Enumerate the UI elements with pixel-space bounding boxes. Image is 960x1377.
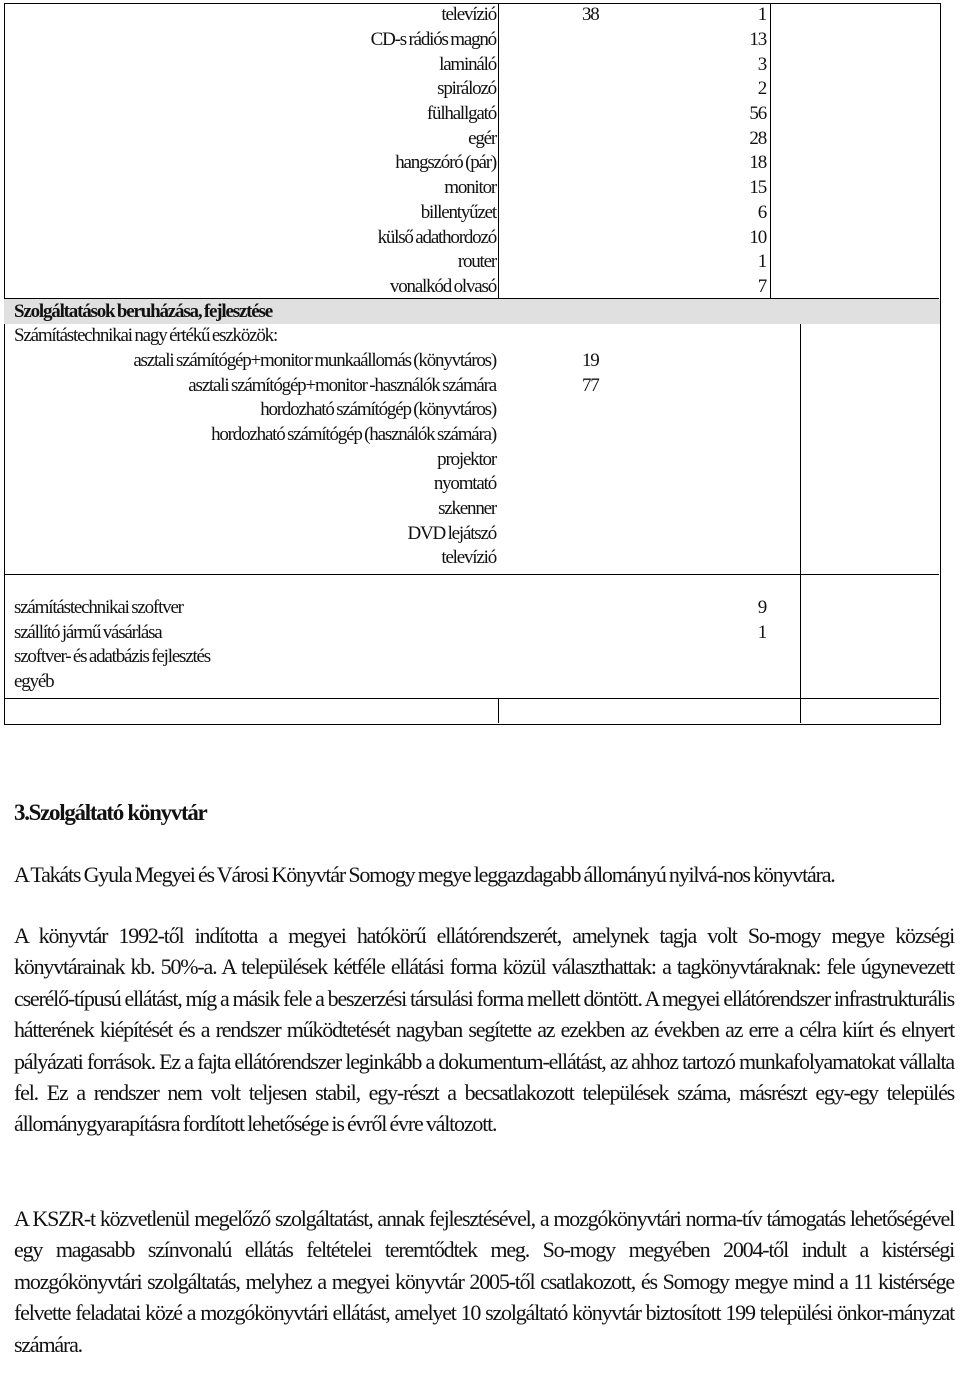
table-row [4, 250, 940, 275]
value-cell [500, 126, 610, 151]
value-cell [610, 447, 770, 472]
empty-cell [770, 447, 940, 472]
empty-cell [770, 521, 940, 546]
empty-cell [770, 423, 940, 448]
value-cell [610, 472, 770, 497]
empty-cell [770, 645, 940, 670]
empty-cell [770, 275, 940, 300]
item-label: projektor [437, 448, 496, 470]
value-cell [610, 670, 770, 695]
value-cell [500, 521, 610, 546]
section-header: Szolgáltatások beruházása, fejlesztése [4, 299, 770, 324]
empty-cell [770, 77, 940, 102]
item-label: hordozható számítógép (könyvtáros) [260, 399, 496, 421]
value-cell [500, 423, 610, 448]
value-cell [500, 52, 610, 77]
table-row [4, 126, 940, 151]
empty-cell [770, 176, 940, 201]
item-label: vonalkód olvasó [389, 275, 496, 297]
value-cell [610, 645, 770, 670]
value-cell: 15 [749, 177, 766, 199]
value-cell: 56 [749, 103, 766, 125]
empty-cell [770, 3, 940, 28]
value-cell [500, 398, 610, 423]
table-row [4, 225, 940, 250]
item-label: fülhallgató [426, 103, 496, 125]
value-cell [500, 497, 610, 522]
value-cell: 13 [749, 29, 766, 51]
value-cell: 18 [749, 152, 766, 174]
value-cell: 77 [582, 374, 599, 396]
value-cell [610, 521, 770, 546]
value-cell [500, 225, 610, 250]
table-row [4, 398, 940, 423]
table-row [4, 52, 940, 77]
value-cell [500, 472, 610, 497]
table-row [4, 645, 940, 670]
value-cell [500, 151, 610, 176]
item-label: hangszóró (pár) [395, 152, 496, 174]
table-row [4, 349, 940, 374]
table-row [4, 670, 940, 695]
value-cell [500, 275, 610, 300]
value-cell [500, 28, 610, 53]
table-row [4, 546, 940, 571]
item-label: szoftver- és adatbázis fejlesztés [14, 646, 210, 668]
table-row-blank [4, 571, 940, 596]
empty-cell [770, 546, 940, 571]
item-label: külső adathordozó [377, 226, 496, 248]
item-label: CD-s rádiós magnó [370, 29, 496, 51]
table-row [4, 275, 940, 300]
empty-cell [770, 225, 940, 250]
value-cell [610, 349, 770, 374]
empty-cell [770, 398, 940, 423]
value-cell [500, 447, 610, 472]
value-cell [500, 546, 610, 571]
value-cell [610, 373, 770, 398]
item-label: egyéb [14, 670, 54, 692]
table-row [4, 151, 940, 176]
empty-cell [770, 349, 940, 374]
empty-cell [770, 324, 940, 349]
value-cell [500, 596, 610, 621]
table-row [4, 423, 940, 448]
empty-cell [770, 126, 940, 151]
paragraph-intro: A Takáts Gyula Megyei és Városi Könyvtár Somogy megye leggazdagabb állományú nyilvá-nos könyvtára. [14, 862, 835, 887]
empty-cell [770, 670, 940, 695]
item-label: lamináló [439, 53, 496, 75]
item-label: nyomtató [433, 473, 496, 495]
table-row-blank [4, 694, 940, 719]
value-cell [500, 77, 610, 102]
table-row [4, 102, 940, 127]
empty-cell [770, 472, 940, 497]
empty-cell [770, 620, 940, 645]
table-row [4, 472, 940, 497]
empty-cell [770, 373, 940, 398]
inventory-table [4, 3, 940, 719]
item-label: asztali számítógép+monitor munkaállomás (könyvtáros) [133, 349, 496, 371]
empty-cell [770, 28, 940, 53]
table-row [4, 299, 940, 324]
table-row [4, 620, 940, 645]
value-cell [500, 102, 610, 127]
empty-cell [770, 201, 940, 226]
item-label: monitor [444, 177, 496, 199]
value-cell: 2 [757, 78, 766, 100]
item-label: szállító jármű vásárlása [14, 621, 162, 643]
empty-cell [4, 694, 940, 719]
table-row [4, 447, 940, 472]
item-label: számítástechnikai szoftver [14, 596, 183, 618]
table-row [4, 176, 940, 201]
value-cell: 6 [757, 201, 766, 223]
value-cell: 19 [582, 349, 599, 371]
table-row [4, 596, 940, 621]
paragraph-history: A könyvtár 1992-től indította a megyei hatókörű ellátórendszerét, amelynek tagja volt So-mogy megye községi könyvtárainak kb. 50%-a. A települések kétféle ellátási forma közül választhattak: a tagkönyvtáraknak: fele úgynevezett cserélő-típusú ellátást, míg a másik fele a beszerzési társulási forma mellett döntött. A megyei ellátórendszer infrastrukturális hátterének kiépítését és a rendszer működtetését nagyban segítette az ezekben az években az erre a célra kiírt és elnyert pályázati források. Ez a fajta ellátórendszer leginkább a dokumentum-ellátást, az ahhoz tartozó munkafolyamatokat vállalta fel. Ez a rendszer nem volt teljesen stabil, egy-részt a becsatlakozott települések száma, másrészt egy-egy település állománygyarapításra fordított lehetősége is évről évre változott. [14, 923, 954, 1137]
empty-cell [770, 52, 940, 77]
empty-cell [770, 151, 940, 176]
value-cell [500, 201, 610, 226]
empty-cell [770, 250, 940, 275]
item-label: DVD lejátszó [407, 522, 496, 544]
value-cell: 38 [582, 4, 599, 26]
value-cell [610, 497, 770, 522]
item-label: asztali számítógép+monitor -használók számára [188, 374, 496, 396]
subheader: Számítástechnikai nagy értékű eszközök: [14, 325, 278, 347]
value-cell: 9 [757, 596, 766, 618]
value-cell: 3 [757, 53, 766, 75]
value-cell [500, 176, 610, 201]
section-title: 3.Szolgáltató könyvtár [14, 800, 207, 825]
table-row [4, 28, 940, 53]
value-cell [610, 398, 770, 423]
value-cell: 10 [749, 226, 766, 248]
empty-cell [770, 497, 940, 522]
item-label: televízió [441, 4, 496, 26]
value-cell [500, 250, 610, 275]
table-row [4, 77, 940, 102]
table-row [4, 3, 940, 28]
item-label: spirálozó [437, 78, 496, 100]
value-cell [610, 546, 770, 571]
table-row [4, 201, 940, 226]
value-cell: 28 [749, 127, 766, 149]
value-cell [500, 620, 610, 645]
item-label: szkenner [438, 498, 496, 520]
paragraph-kszr: A KSZR-t közvetlenül megelőző szolgáltatást, annak fejlesztésével, a mozgókönyvtári norma-tív támogatás lehetőségével egy magasabb színvonalú ellátás feltételei teremtődtek meg. So-mogy megyében 2004-től indult a kistérségi mozgókönyvtári szolgáltatás, melyhez a megyei könyvtár 2005-től csatlakozott, és Somogy megye mind a 11 kistérsége felvette feladatai közé a mozgókönyvtári ellátást, amelyet 10 szolgáltató könyvtár biztosított 199 települési önkor-mányzat számára. [14, 1206, 954, 1357]
value-cell: 7 [757, 275, 766, 297]
value-cell: 1 [757, 621, 766, 643]
table-row [4, 324, 940, 349]
item-label: egér [468, 127, 496, 149]
empty-cell [770, 299, 940, 324]
value-cell: 1 [757, 251, 766, 273]
value-cell [500, 670, 610, 695]
empty-cell [770, 596, 940, 621]
item-label: billentyűzet [420, 201, 496, 223]
table-row [4, 497, 940, 522]
empty-cell [4, 571, 940, 596]
value-cell: 1 [757, 4, 766, 26]
item-label: router [457, 251, 496, 273]
empty-cell [770, 102, 940, 127]
table-row [4, 373, 940, 398]
value-cell [610, 423, 770, 448]
table-row [4, 521, 940, 546]
value-cell [500, 645, 610, 670]
item-label: hordozható számítógép (használók számára) [211, 424, 496, 446]
item-label: televízió [441, 547, 496, 569]
